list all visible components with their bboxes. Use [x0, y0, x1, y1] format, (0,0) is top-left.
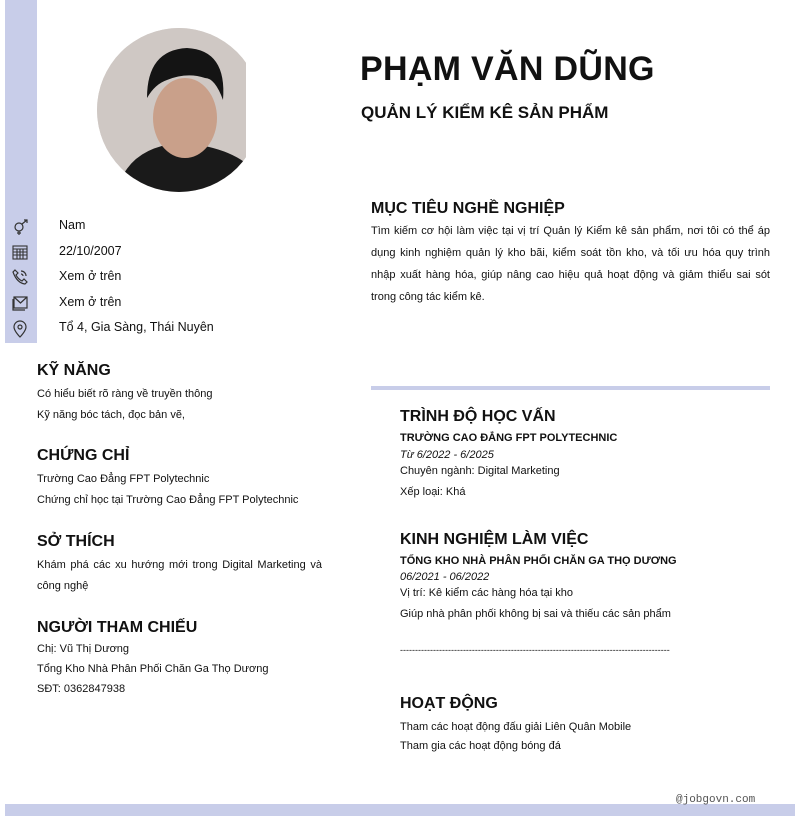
list-item: SĐT: 0362847938	[37, 683, 126, 695]
education-grade: Xếp loại: Khá	[400, 486, 466, 498]
hobbies-text: Khám phá các xu hướng mới trong Digital Marketing và công nghệ	[37, 559, 322, 592]
skills-section	[37, 362, 322, 426]
section-title: CHỨNG CHỈ	[37, 447, 130, 464]
profile-photo	[97, 28, 261, 192]
list-item: Chị: Vũ Thị Dương	[37, 643, 130, 655]
email-icon	[11, 294, 29, 312]
gender-icon	[11, 218, 29, 236]
section-divider	[371, 386, 770, 390]
email-value: Xem ở trên	[59, 295, 122, 309]
watermark: @jobgovn.com	[676, 794, 756, 806]
candidate-position: QUẢN LÝ KIỂM KÊ SẢN PHẨM	[361, 103, 609, 122]
section-title: NGƯỜI THAM CHIẾU	[37, 619, 198, 636]
address-value: Tổ 4, Gia Sàng, Thái Nuyên	[59, 320, 214, 334]
list-item: Có hiểu biết rõ ràng về truyền thông	[37, 388, 213, 400]
list-item: Tham các hoạt động đấu giải Liên Quân Mobile	[400, 721, 632, 733]
company-name: TỔNG KHO NHÀ PHÂN PHỐI CHĂN GA THỌ DƯƠNG	[400, 555, 677, 567]
candidate-name: PHẠM VĂN DŨNG	[360, 50, 655, 88]
objective-section	[371, 200, 770, 308]
birthdate-value: 22/10/2007	[59, 244, 122, 258]
section-title: KỸ NĂNG	[37, 362, 111, 379]
phone-icon	[11, 268, 29, 286]
references-section	[37, 619, 322, 699]
list-item: Trường Cao Đẳng FPT Polytechnic	[37, 473, 210, 485]
section-title: HOẠT ĐỘNG	[400, 695, 498, 712]
section-title: SỞ THÍCH	[37, 533, 115, 550]
phone-value: Xem ở trên	[59, 269, 122, 283]
list-item: Kỹ năng bóc tách, đọc bản vẽ,	[37, 409, 185, 421]
section-title: MỤC TIÊU NGHỀ NGHIỆP	[371, 200, 565, 217]
gender-value: Nam	[59, 218, 86, 232]
objective-text: Tìm kiếm cơ hội làm việc tại vị trí Quản lý Kiểm kê sản phẩm, nơi tôi có thể áp dụng kinh nghiệm quản lý kho bãi, kiểm soát tồn kho, và tối ưu hóa quy trình nhập xuất hàng hóa, giúp nâng cao hiệu quả hoạt động và giảm thiểu sai sót trong công tác kiểm kê.	[371, 225, 770, 303]
experience-section	[400, 531, 770, 655]
photo-clip	[246, 20, 276, 200]
education-section	[400, 408, 770, 503]
education-major: Chuyên ngành: Digital Marketing	[400, 465, 560, 477]
section-title: KINH NGHIỆM LÀM VIỆC	[400, 531, 589, 548]
calendar-icon	[11, 243, 29, 261]
separator-dashes: ------------------------------------------------------------------------------------------	[400, 645, 670, 655]
list-item: Tham gia các hoạt động bóng đá	[400, 740, 561, 752]
location-icon	[11, 320, 29, 338]
experience-period: 06/2021 - 06/2022	[400, 571, 490, 583]
sidebar-accent-strip	[5, 0, 37, 343]
education-period: Từ 6/2022 - 6/2025	[400, 449, 494, 461]
experience-role: Vị trí: Kê kiểm các hàng hóa tại kho	[400, 587, 574, 599]
experience-desc: Giúp nhà phân phối không bị sai và thiếu các sản phẩm	[400, 608, 671, 620]
list-item: Tổng Kho Nhà Phân Phối Chăn Ga Thọ Dương	[37, 663, 269, 675]
school-name: TRƯỜNG CAO ĐẲNG FPT POLYTECHNIC	[400, 432, 618, 444]
list-item: Chứng chỉ học tại Trường Cao Đẳng FPT Polytechnic	[37, 494, 299, 506]
hobbies-section	[37, 533, 322, 597]
section-title: TRÌNH ĐỘ HỌC VẤN	[400, 408, 556, 425]
activities-section	[400, 695, 770, 756]
certificates-section	[37, 447, 322, 511]
